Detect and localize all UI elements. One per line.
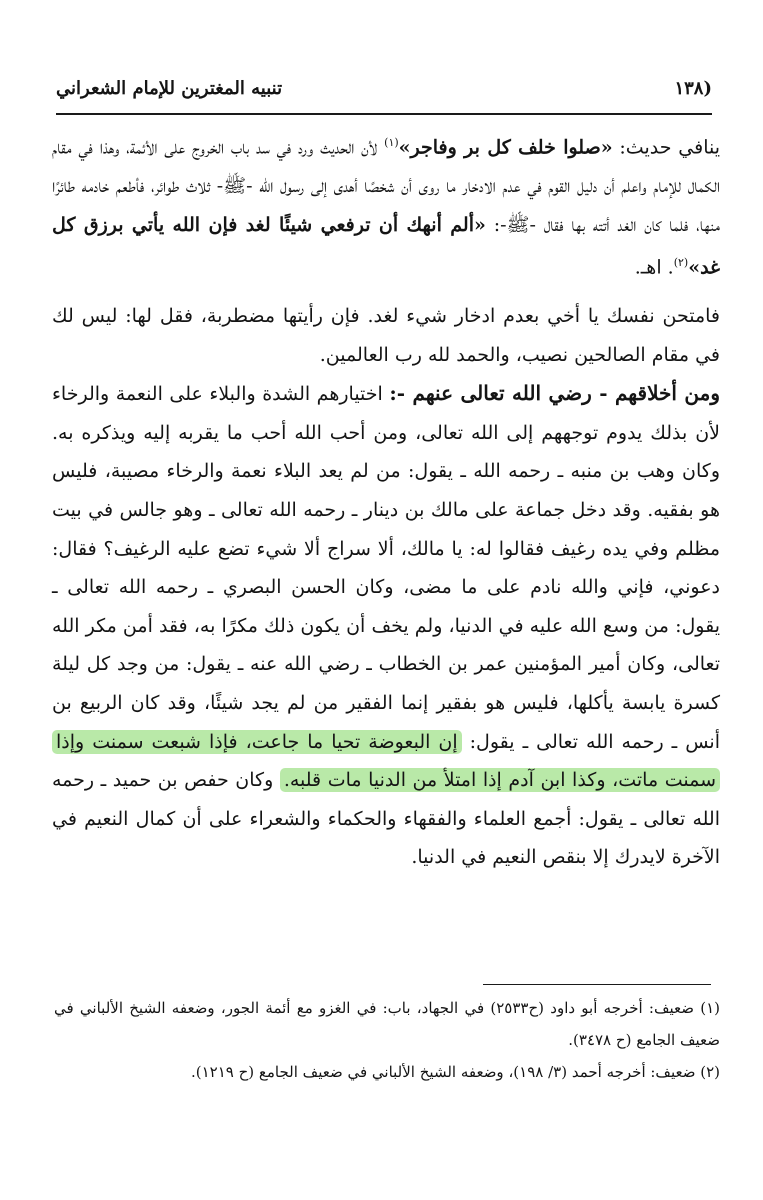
text-run: وكان حفص بن حميد ـ رحمه الله تعالى ـ يقول: أجمع العلماء والفقهاء والحكماء والشعراء على أن كمال النعيم في الآخرة لايدرك إلا بنقص النعيم في الدنيا. xyxy=(52,769,720,869)
hadith-quote-1: «صلوا خلف كل بر وفاجر» xyxy=(398,136,613,159)
main-text xyxy=(52,124,720,877)
paragraph-1 xyxy=(52,124,720,287)
paragraph-gap xyxy=(52,287,720,297)
text-run: لأن الحديث ورد في سد باب الخروج على الأئمة، وهذا في مقام الكمال للإمام واعلم أن دليل القوم في عدم الادخار ما روى أن شخصًا أهدى إلى رسول الله -ﷺ- ثلاث طوائر، فأطعم خادمه طائرًا منها، فلما كان الغد أتته بها فقال -ﷺ-: xyxy=(52,136,720,236)
footnote-ref-1: (١) xyxy=(384,136,399,149)
page-header xyxy=(56,68,712,108)
paragraph-2: فامتحن نفسك يا أخي بعدم ادخار شيء لغد. فإن رأيتها مضطربة، فقل لها: ليس لك في مقام الصالحين نصيب، والحمد لله رب العالمين. xyxy=(52,305,720,366)
text-run: . اهـ. xyxy=(634,256,674,279)
section-heading: ومن أخلاقهم - رضي الله تعالى عنهم -: xyxy=(389,381,720,406)
running-title: تنبيه المغترين للإمام الشعراني xyxy=(56,77,283,99)
hadith-quote-2: «ألم أنهك أن ترفعي شيئًا لغد فإن الله يأتي برزق كل غد» xyxy=(52,213,720,279)
page-number: (١٣٨ xyxy=(674,77,712,99)
paragraph-3 xyxy=(52,374,720,877)
footnote-1: (١) ضعيف: أخرجه أبو داود (ح٢٥٣٣) في الجهاد، باب: في الغزو مع أئمة الجور، وضعفه الشيخ الألباني في ضعيف الجامع (ح ٣٤٧٨). xyxy=(54,999,721,1049)
footnote-ref-2: (٢) xyxy=(673,256,689,270)
header-rule xyxy=(56,113,712,115)
footnote-rule xyxy=(483,984,711,985)
footnote-2: (٢) ضعيف: أخرجه أحمد (٣/ ١٩٨)، وضعفه الشيخ الألباني في ضعيف الجامع (ح ١٢١٩). xyxy=(190,1063,720,1081)
bottom-bar xyxy=(0,1182,763,1200)
text-run: ينافي حديث: xyxy=(612,136,721,159)
text-run: اختيارهم الشدة والبلاء على النعمة والرخاء لأن بذلك يدوم توجههم إلى الله تعالى، ومن أحب الله أحب ما يقربه إليه ويذكره به. وكان وهب بن منبه ـ رحمه الله ـ يقول: من لم يعد البلاء نعمة والرخاء مصيبة، فليس هو بفقيه. وقد دخل جماعة على مالك بن دينار ـ رحمه الله تعالى ـ وهو جالس في بيت مظلم وفي يده رغيف فقالوا له: يا مالك، ألا سراج ألا شيء تضع عليه الرغيف؟ فقال: دعوني، فإني والله نادم على ما مضى، وكان الحسن البصري ـ رحمه الله تعالى ـ يقول: من وسع الله عليه في الدنيا، ولم يخف أن يكون ذلك مكرًا به، فقد أمن مكر الله تعالى، وكان أمير المؤمنين عمر بن الخطاب ـ رضي الله عنه ـ يقول: من وجد كل ليلة كسرة يابسة يأكلها، فليس هو بفقير إنما الفقير من لم يجد شيئًا، وقد كان الربيع بن أنس ـ رحمه الله تعالى ـ يقول: xyxy=(52,383,721,753)
footnotes xyxy=(54,992,720,1088)
highlighted-passage[interactable]: إن البعوضة تحيا ما جاعت، فإذا شبعت سمنت وإذا سمنت ماتت، وكذا ابن آدم إذا امتلأ من الدنيا مات قلبه. xyxy=(52,730,720,793)
